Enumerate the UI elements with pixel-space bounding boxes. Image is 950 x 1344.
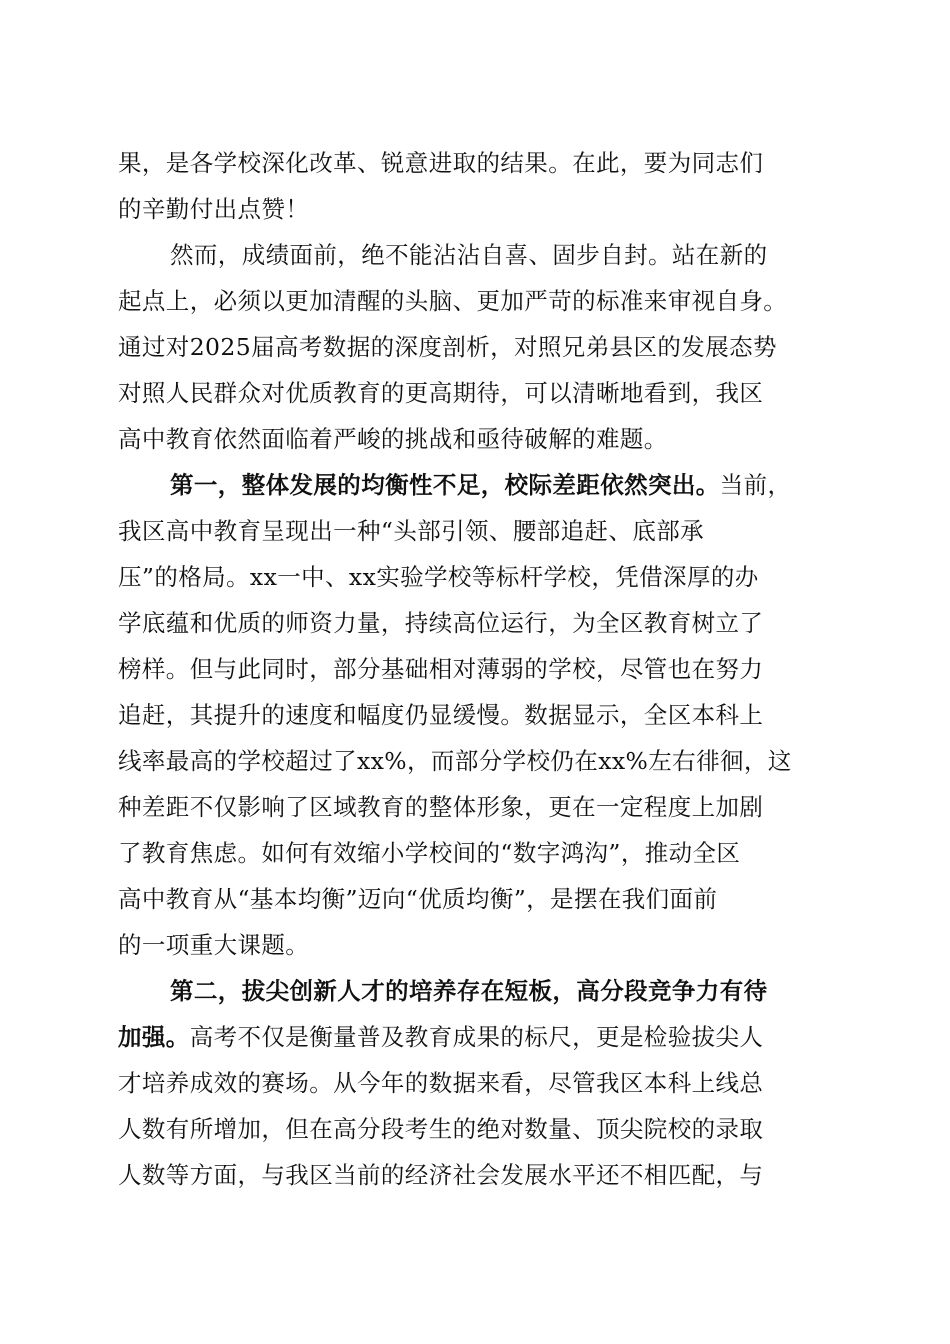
- text-line-6: 对照人民群众对优质教育的更高期待，可以清晰地看到，我区: [118, 379, 764, 407]
- text-line-2: 的辛勤付出点赞！: [118, 195, 310, 223]
- text-line-11: 学底蕴和优质的师资力量，持续高位运行，为全区教育树立了: [118, 609, 764, 637]
- text-line-7: 高中教育依然面临着严峻的挑战和亟待破解的难题。: [118, 425, 668, 453]
- paragraph-second-line-2: [118, 1014, 830, 1060]
- text-line-3: 然而，成绩面前，绝不能沾沾自喜、固步自封。站在新的: [170, 241, 768, 269]
- text-line-22: 才培养成效的赛场。从今年的数据来看，尽管我区本科上线总: [118, 1069, 764, 1097]
- heading-second: 第二，拔尖创新人才的培养存在短板，高分段竞争力有待: [170, 977, 768, 1005]
- text-line-1: 果，是各学校深化改革、锐意进取的结果。在此，要为同志们: [118, 149, 764, 177]
- heading-first: 第一，整体发展的均衡性不足，校际差距依然突出。: [170, 471, 720, 499]
- text-line-21: 高考不仅是衡量普及教育成果的标尺，更是检验拔尖人: [189, 1023, 764, 1051]
- text-line-18: 的一项重大课题。: [118, 931, 310, 959]
- document-page: [118, 140, 830, 1198]
- text-line-15: 种差距不仅影响了区域教育的整体形象，更在一定程度上加剧: [118, 793, 764, 821]
- text-line-12: 榜样。但与此同时，部分基础相对薄弱的学校，尽管也在努力: [118, 655, 764, 683]
- text-line-4: 起点上，必须以更加清醒的头脑、更加严苛的标准来审视自身。: [118, 287, 788, 315]
- text-line-17: 高中教育从“基本均衡”迈向“优质均衡”，是摆在我们面前: [118, 885, 718, 913]
- paragraph-first-heading-line: [118, 462, 830, 508]
- text-line-9: 我区高中教育呈现出一种“头部引领、腰部追赶、底部承: [118, 517, 705, 545]
- text-line-8-tail: 当前，: [719, 471, 792, 499]
- text-line-14: 线率最高的学校超过了xx%，而部分学校仍在xx%左右徘徊，这: [118, 747, 792, 775]
- text-line-13: 追赶，其提升的速度和幅度仍显缓慢。数据显示，全区本科上: [118, 701, 764, 729]
- text-line-10: 压”的格局。xx一中、xx实验学校等标杆学校，凭借深厚的办: [118, 563, 759, 591]
- text-line-5: 通过对2025届高考数据的深度剖析，对照兄弟县区的发展态势: [118, 333, 777, 361]
- heading-second-tail: 加强。: [118, 1023, 190, 1051]
- text-line-23: 人数有所增加，但在高分段考生的绝对数量、顶尖院校的录取: [118, 1115, 764, 1143]
- text-line-24: 人数等方面，与我区当前的经济社会发展水平还不相匹配，与: [118, 1161, 764, 1189]
- text-line-16: 了教育焦虑。如何有效缩小学校间的“数字鸿沟”，推动全区: [118, 839, 741, 867]
